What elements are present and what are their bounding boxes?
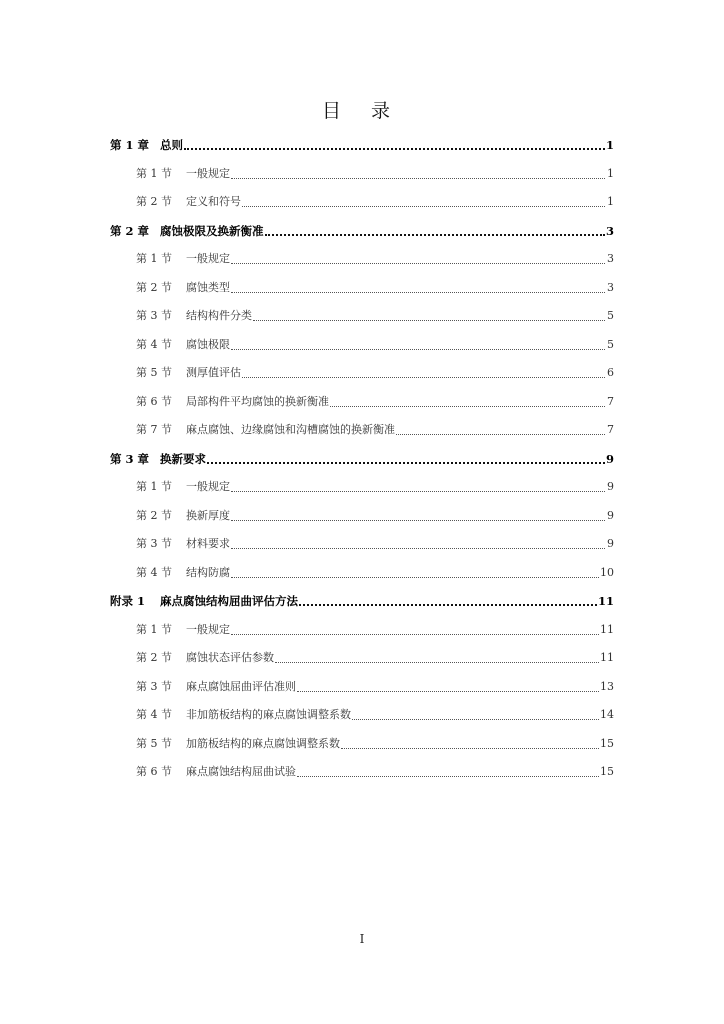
page-number: I [359,932,365,946]
toc-entry-number: 第 1 节 [136,252,172,265]
toc-entry-number: 第 2 节 [136,508,172,522]
toc-chapter-entry[interactable] [110,450,614,468]
toc-entry-label: 一般规定 [186,622,230,636]
toc-entry-label: 结构防腐 [186,565,230,579]
toc-entry-label: 一般规定 [186,166,230,180]
toc-entry-number: 第 5 节 [136,366,172,379]
toc-entry-number: 第 7 节 [136,423,172,436]
toc-entry-number: 第 2 节 [136,651,172,664]
toc-section-entry[interactable] [136,364,614,382]
toc-section-entry[interactable] [136,649,614,667]
toc-dot-leader [330,405,605,407]
toc-dot-leader [207,461,605,464]
toc-entry-number: 第 2 节 [136,195,172,208]
toc-entry-label: 麻点腐蚀结构屈曲评估方法 [160,594,298,608]
toc-entry-number: 第 1 节 [136,622,172,636]
toc-entry-page: 15 [600,736,614,750]
toc-dot-leader [231,547,605,549]
toc-entry-page: 9 [605,451,614,466]
toc-entry-label: 腐蚀状态评估参数 [186,651,274,664]
toc-dot-leader [184,147,605,150]
toc-entry-page: 1 [607,195,614,208]
toc-entry-label: 麻点腐蚀屈曲评估准则 [186,679,296,693]
toc-dot-leader [253,319,605,321]
toc-entry-page: 7 [607,394,614,408]
toc-title: 目 录 [321,100,403,122]
toc-entry-label: 一般规定 [186,480,230,493]
toc-section-entry[interactable] [136,165,614,183]
toc-entry-page: 1 [605,138,614,152]
toc-entry-number: 第 5 节 [136,736,172,750]
toc-section-entry[interactable] [136,193,614,211]
toc-dot-leader [231,490,605,492]
toc-entry-number: 第 3 节 [136,679,172,693]
toc-entry-label: 腐蚀极限及换新衡准 [160,223,264,238]
toc-dot-leader [341,747,599,749]
toc-section-entry[interactable] [136,507,614,525]
toc-entry-page: 11 [600,622,614,636]
toc-entry-page: 11 [600,651,614,664]
toc-dot-leader [275,661,599,663]
toc-entry-number: 第 1 节 [136,166,172,180]
toc-entry-page: 3 [605,223,614,238]
toc-entry-number: 附录 1 [110,594,146,608]
toc-dot-leader [396,433,605,435]
toc-entry-number: 第 1 章 [110,138,150,152]
toc-entry-page: 1 [607,166,614,180]
toc-entry-label: 局部构件平均腐蚀的换新衡准 [186,394,329,408]
toc-entry-page: 3 [607,280,614,294]
toc-entry-page: 5 [607,337,614,351]
toc-entry-page: 15 [600,765,614,778]
toc-section-entry[interactable] [136,678,614,696]
toc-section-entry[interactable] [136,763,614,781]
toc-section-entry[interactable] [136,621,614,639]
toc-section-entry[interactable] [136,706,614,724]
toc-dot-leader [242,205,605,207]
toc-dot-leader [231,576,599,578]
toc-section-entry[interactable] [136,564,614,582]
toc-section-entry[interactable] [136,735,614,753]
toc-entry-number: 第 2 章 [110,223,150,238]
toc-dot-leader [297,775,599,777]
toc-entry-number: 第 3 节 [136,309,172,322]
toc-entry-number: 第 6 节 [136,765,172,778]
toc-section-entry[interactable] [136,478,614,496]
toc-section-entry[interactable] [136,250,614,268]
toc-entry-label: 一般规定 [186,252,230,265]
toc-dot-leader [352,718,599,720]
toc-entry-label: 换新厚度 [186,508,230,522]
toc-entry-page: 5 [607,309,614,322]
toc-entry-label: 总则 [160,138,183,152]
toc-entry-number: 第 3 节 [136,537,172,550]
toc-chapter-entry[interactable] [110,592,614,610]
toc-entry-page: 7 [607,423,614,436]
toc-entry-page: 9 [607,537,614,550]
toc-section-entry[interactable] [136,307,614,325]
toc-entry-page: 9 [607,480,614,493]
toc-entry-number: 第 2 节 [136,280,172,294]
toc-entry-label: 加筋板结构的麻点腐蚀调整系数 [186,736,340,750]
toc-entry-page: 11 [597,594,614,608]
toc-section-entry[interactable] [136,393,614,411]
toc-entry-number: 第 4 节 [136,708,172,721]
toc-dot-leader [297,690,599,692]
toc-section-entry[interactable] [136,421,614,439]
toc-entry-page: 14 [600,708,614,721]
toc-dot-leader [231,177,605,179]
toc-dot-leader [299,603,597,606]
toc-entry-number: 第 1 节 [136,480,172,493]
toc-entry-page: 3 [607,252,614,265]
toc-entry-number: 第 4 节 [136,337,172,351]
toc-entry-number: 第 6 节 [136,394,172,408]
toc-entry-label: 测厚值评估 [186,366,241,379]
toc-section-entry[interactable] [136,535,614,553]
toc-entry-label: 腐蚀类型 [186,280,230,294]
toc-dot-leader [231,519,605,521]
toc-entry-label: 腐蚀极限 [186,337,230,351]
toc-entry-page: 9 [607,508,614,522]
toc-entry-number: 第 4 节 [136,565,172,579]
toc-entry-label: 定义和符号 [186,195,241,208]
toc-entry-page: 6 [607,366,614,379]
toc-dot-leader [265,233,605,236]
toc-entry-label: 换新要求 [160,451,206,466]
toc-dot-leader [242,376,605,378]
toc-chapter-entry[interactable] [110,136,614,154]
toc-entry-page: 13 [600,679,614,693]
toc-entry-page: 10 [600,565,614,579]
toc-dot-leader [231,291,605,293]
toc-dot-leader [231,262,605,264]
toc-entry-label: 麻点腐蚀、边缘腐蚀和沟槽腐蚀的换新衡准 [186,423,395,436]
toc-entry-label: 材料要求 [186,537,230,550]
toc-entry-label: 麻点腐蚀结构屈曲试验 [186,765,296,778]
toc-entry-label: 结构构件分类 [186,309,252,322]
toc-dot-leader [231,633,599,635]
toc-chapter-entry[interactable] [110,222,614,240]
toc-entry-number: 第 3 章 [110,451,150,466]
toc-dot-leader [231,348,605,350]
toc-entry-label: 非加筋板结构的麻点腐蚀调整系数 [186,708,351,721]
toc-section-entry[interactable] [136,336,614,354]
toc-section-entry[interactable] [136,279,614,297]
